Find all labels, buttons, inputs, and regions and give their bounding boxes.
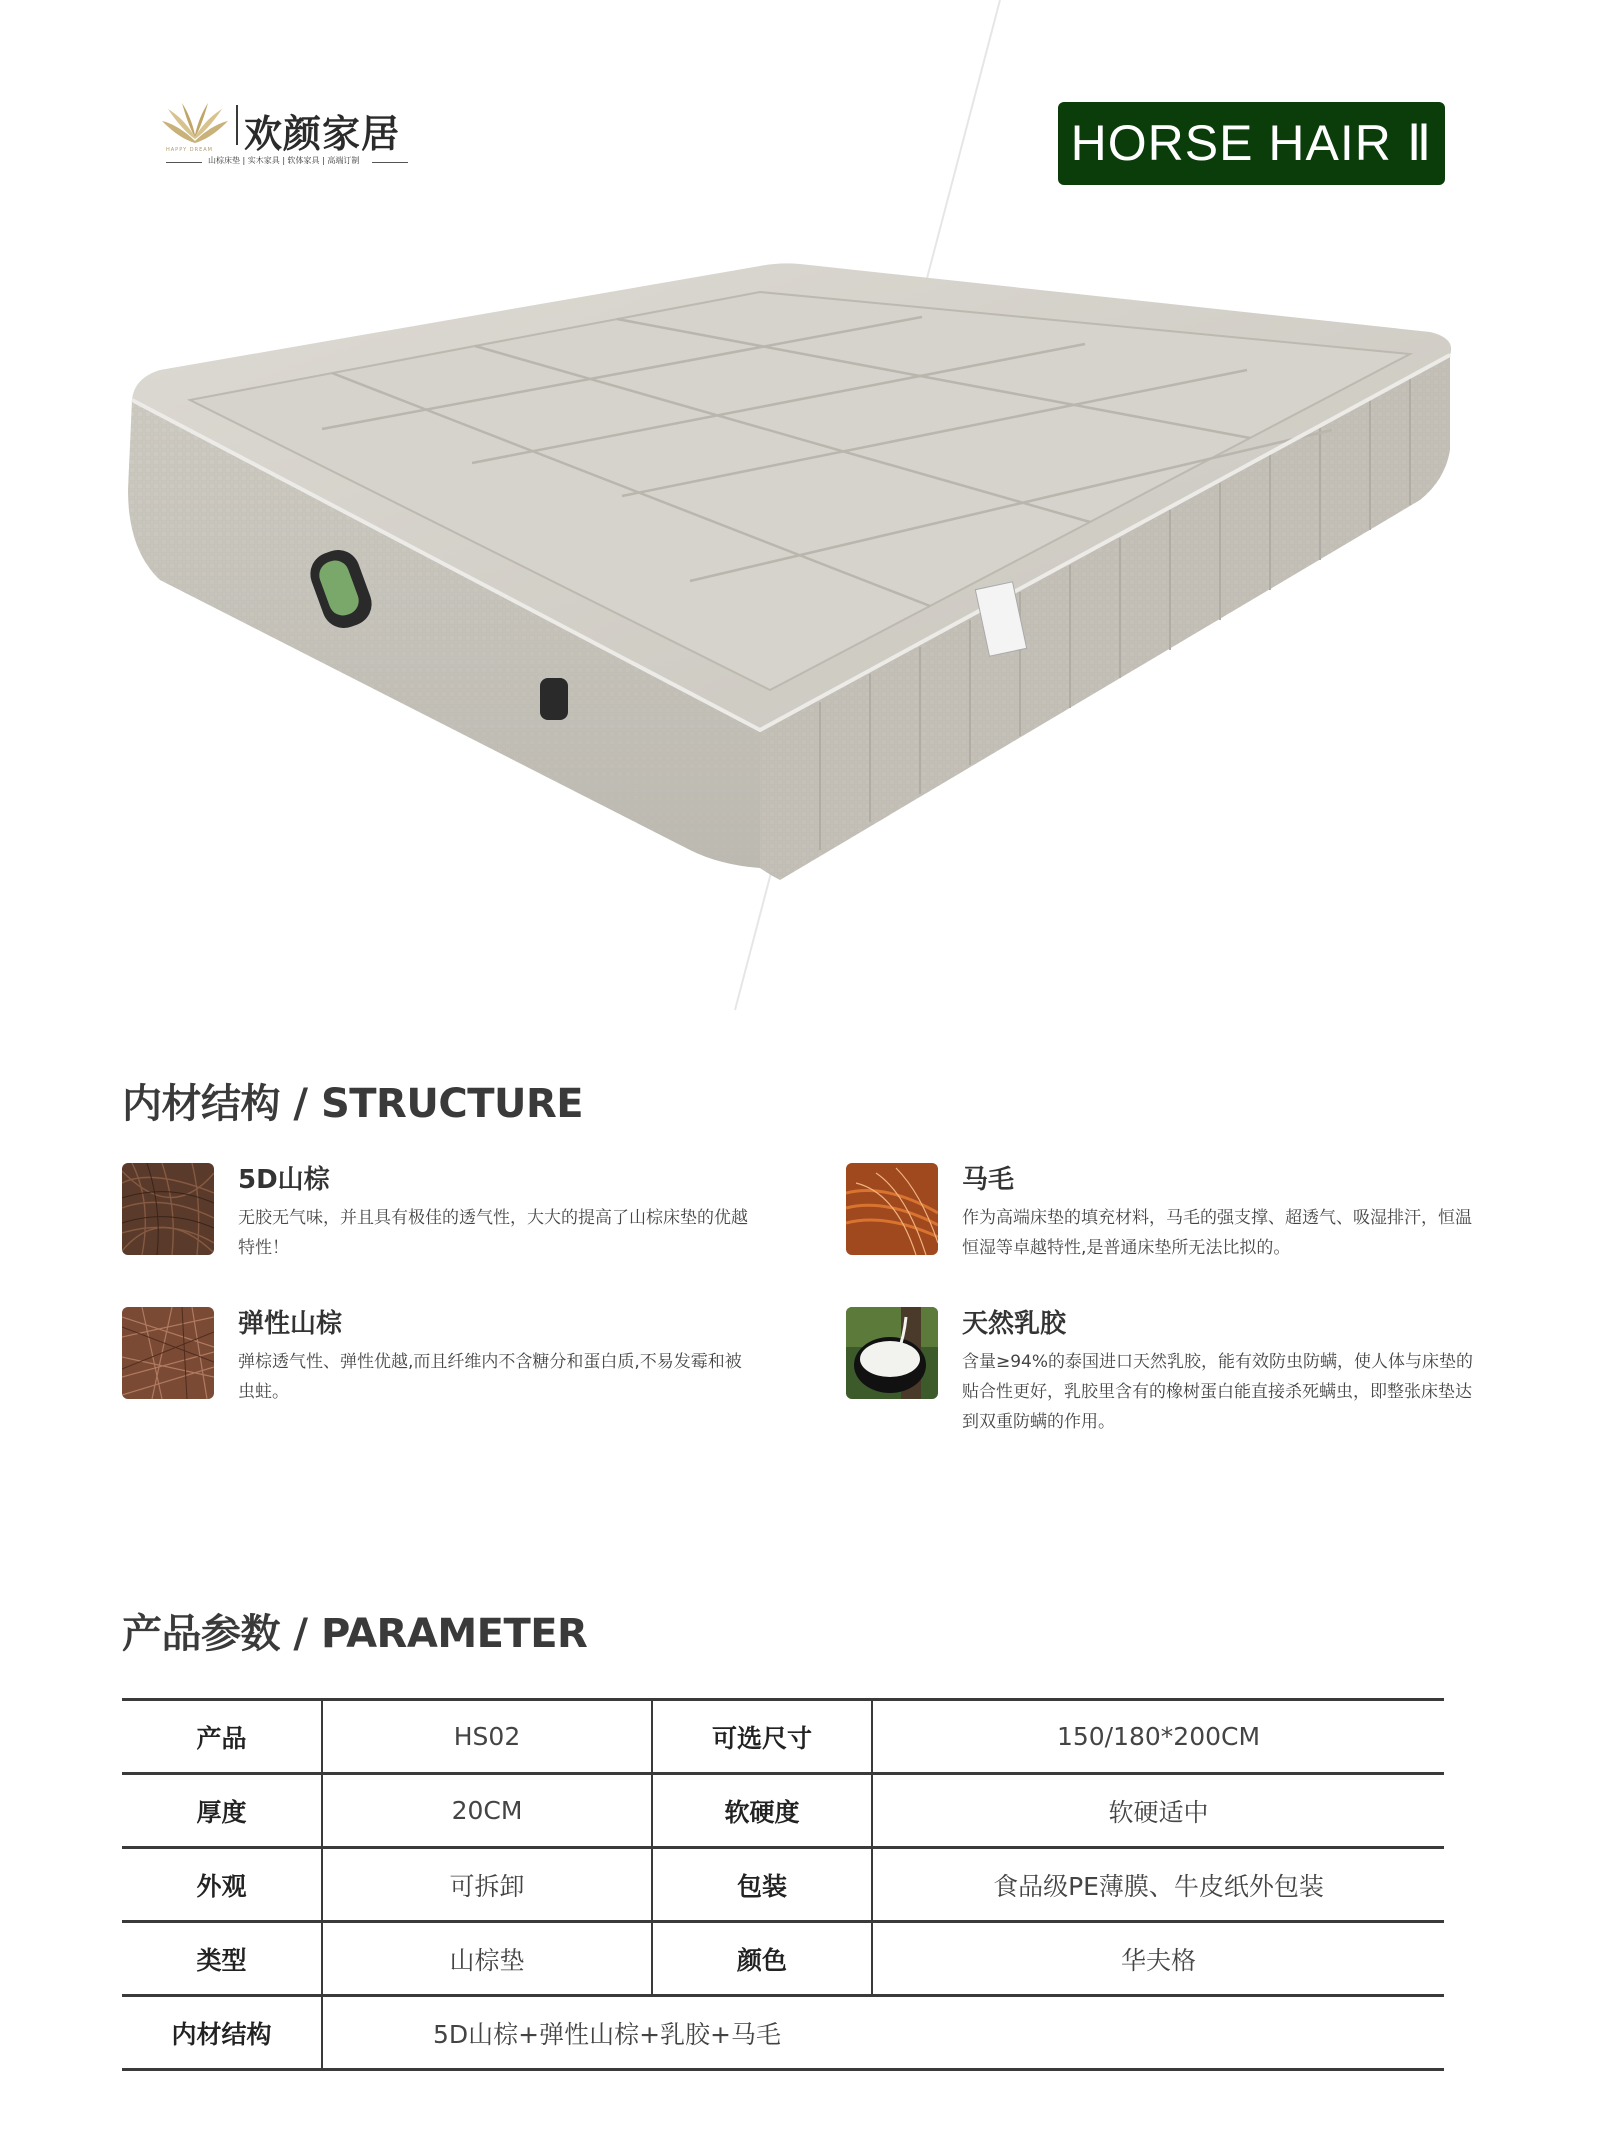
wing-logo-icon bbox=[160, 101, 230, 147]
param-value: 华夫格 bbox=[872, 1922, 1444, 1996]
brand-slogan: 山棕床垫 | 实木家具 | 软体家具 | 高端订制 bbox=[208, 156, 360, 165]
slogan-line-right bbox=[372, 162, 408, 163]
param-label: 外观 bbox=[122, 1848, 322, 1922]
parameter-title: 产品参数 / PARAMETER bbox=[122, 1611, 588, 1657]
structure-item-latex bbox=[846, 1307, 1486, 1437]
param-value: 软硬适中 bbox=[872, 1774, 1444, 1848]
param-label: 软硬度 bbox=[652, 1774, 872, 1848]
table-row bbox=[122, 1996, 1444, 2070]
table-row bbox=[122, 1922, 1444, 1996]
structure-item-name: 天然乳胶 bbox=[962, 1309, 1067, 1339]
param-label: 类型 bbox=[122, 1922, 322, 1996]
latex-thumb bbox=[846, 1307, 938, 1399]
param-value: 食品级PE薄膜、牛皮纸外包装 bbox=[872, 1848, 1444, 1922]
param-value: HS02 bbox=[322, 1700, 652, 1774]
param-label: 包装 bbox=[652, 1848, 872, 1922]
parameter-table bbox=[122, 1698, 1444, 2071]
mattress-image bbox=[120, 250, 1460, 890]
brand-logo bbox=[160, 95, 410, 175]
logo-divider bbox=[236, 105, 238, 145]
param-label: 内材结构 bbox=[122, 1996, 322, 2070]
slogan-line-left bbox=[166, 162, 202, 163]
brand-sub: HAPPY DREAM bbox=[166, 147, 213, 153]
structure-item-desc: 作为高端床垫的填充材料，马毛的强支撑、超透气、吸湿排汗，恒温恒湿等卓越特性,是普通床垫所无法比拟的。 bbox=[962, 1208, 1472, 1258]
param-label: 厚度 bbox=[122, 1774, 322, 1848]
table-row bbox=[122, 1700, 1444, 1774]
palm-fiber-thumb bbox=[122, 1163, 214, 1255]
structure-item-desc: 无胶无气味，并且具有极佳的透气性，大大的提高了山棕床垫的优越特性！ bbox=[238, 1208, 748, 1258]
param-value: 150/180*200CM bbox=[872, 1700, 1444, 1774]
structure-item-desc: 含量≥94%的泰国进口天然乳胶，能有效防虫防螨，使人体与床垫的贴合性更好，乳胶里含有的橡树蛋白能直接杀死螨虫，即整张床垫达到双重防螨的作用。 bbox=[962, 1352, 1474, 1432]
structure-item-5d-palm bbox=[122, 1163, 762, 1293]
structure-item-desc: 弹棕透气性、弹性优越,而且纤维内不含糖分和蛋白质,不易发霉和被虫蛀。 bbox=[238, 1352, 742, 1402]
structure-item-horse-hair bbox=[846, 1163, 1486, 1293]
product-badge: HORSE HAIR Ⅱ bbox=[1058, 102, 1445, 185]
structure-item-name: 5D山棕 bbox=[238, 1165, 330, 1195]
param-label: 颜色 bbox=[652, 1922, 872, 1996]
param-label: 可选尺寸 bbox=[652, 1700, 872, 1774]
brand-name: 欢颜家居 bbox=[244, 112, 401, 156]
structure-item-name: 弹性山棕 bbox=[238, 1309, 343, 1339]
elastic-palm-thumb bbox=[122, 1307, 214, 1399]
param-value: 可拆卸 bbox=[322, 1848, 652, 1922]
param-value: 5D山棕+弹性山棕+乳胶+马毛 bbox=[322, 1996, 872, 2070]
structure-title: 内材结构 / STRUCTURE bbox=[122, 1081, 584, 1127]
param-label: 产品 bbox=[122, 1700, 322, 1774]
param-empty-cell bbox=[872, 1996, 1444, 2070]
table-row bbox=[122, 1774, 1444, 1848]
param-value: 山棕垫 bbox=[322, 1922, 652, 1996]
table-row bbox=[122, 1848, 1444, 1922]
structure-item-elastic-palm bbox=[122, 1307, 762, 1437]
structure-item-name: 马毛 bbox=[962, 1165, 1015, 1195]
horse-hair-thumb bbox=[846, 1163, 938, 1255]
param-value: 20CM bbox=[322, 1774, 652, 1848]
